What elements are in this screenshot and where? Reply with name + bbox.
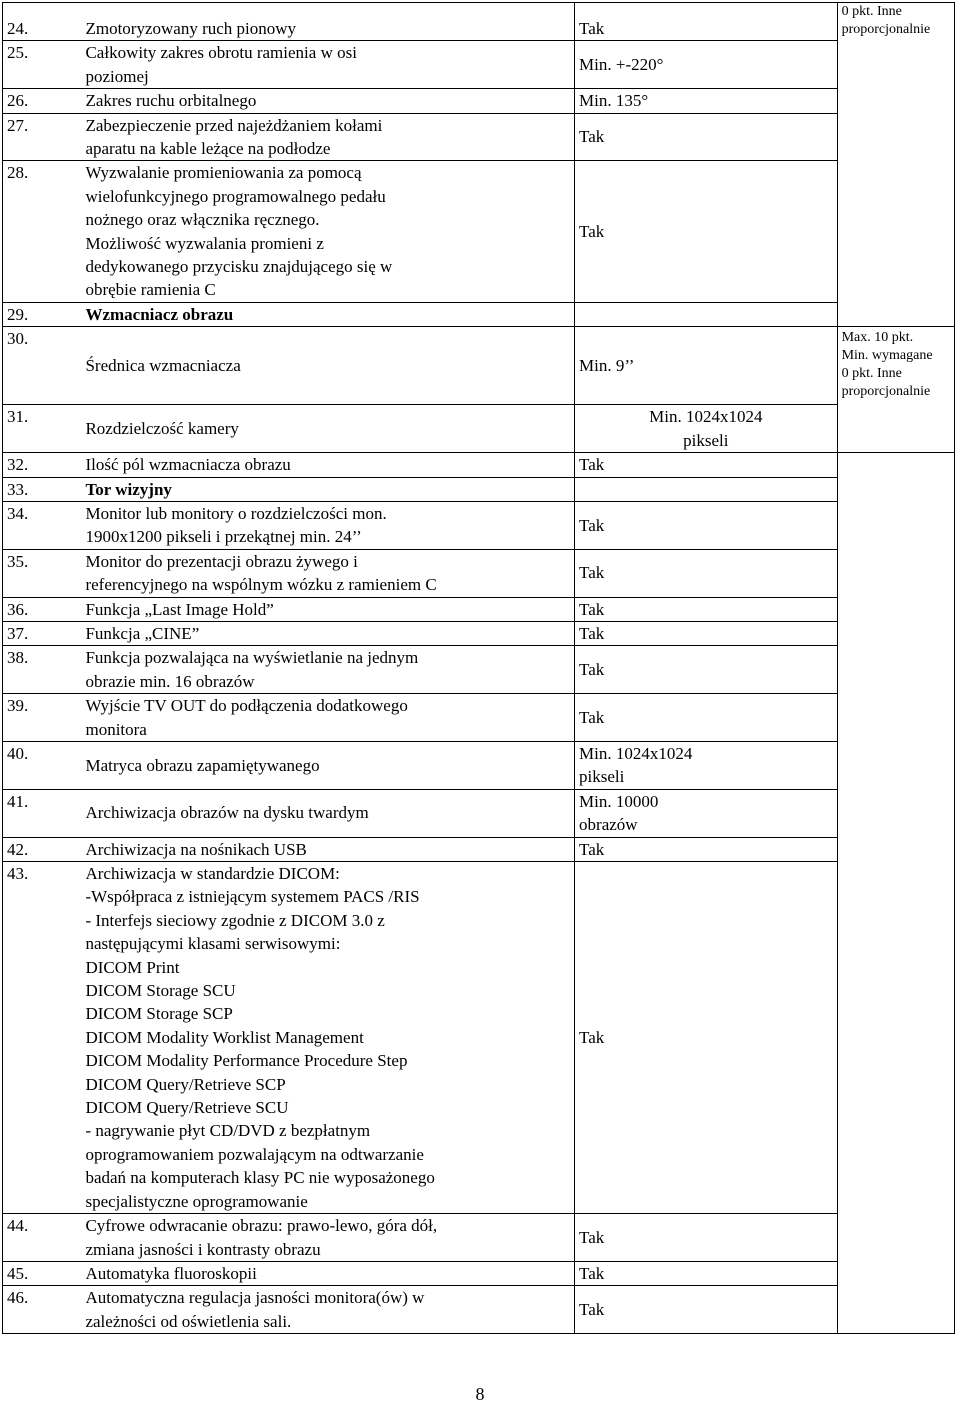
table-row: [3, 1214, 955, 1262]
row-requirement: Tak: [575, 501, 838, 549]
table-row: [3, 3, 955, 41]
row-description: [81, 1214, 574, 1262]
row-description: Średnica wzmacniacza: [81, 327, 574, 405]
row-description: Zmotoryzowany ruch pionowy: [81, 3, 574, 41]
row-description-text: Monitor do prezentacji obrazu żywego i referencyjnego na wspólnym wózku z ramieniem C: [85, 551, 437, 595]
row-description: [81, 1286, 574, 1334]
row-description: Rozdzielczość kamery: [81, 405, 574, 453]
row-requirement: [575, 477, 838, 501]
table-row: [3, 453, 955, 477]
row-requirement: Tak: [575, 113, 838, 161]
table-row: [3, 302, 955, 326]
row-number: 28.: [3, 161, 82, 302]
row-requirement-text: Min. 135: [579, 91, 642, 111]
row-requirement: [575, 405, 838, 453]
row-number: 29.: [3, 302, 82, 326]
row-description: Zakres ruchu orbitalnego: [81, 89, 574, 113]
row-description: [81, 862, 574, 1214]
table-row: [3, 597, 955, 621]
row-requirement: Tak: [575, 1286, 838, 1334]
row-description-text: Zabezpieczenie przed najeżdżaniem kołami aparatu na kable leżące na podłodze: [85, 115, 383, 159]
section-heading: Tor wizyjny: [81, 477, 574, 501]
row-description: [81, 694, 574, 742]
row-requirement: Tak: [575, 621, 838, 645]
table-row: [3, 789, 955, 837]
row-requirement: [575, 789, 838, 837]
row-description: [81, 501, 574, 549]
scoring-text: Max. 10 pkt. Min. wymagane 0 pkt. Inne proporcjonalnie: [841, 330, 933, 400]
row-number: 31.: [3, 405, 82, 453]
scoring-note-top: [837, 3, 954, 327]
table-row: [3, 41, 955, 89]
table-row: [3, 694, 955, 742]
row-description-text: Wyzwalanie promieniowania za pomocą wielofunkcyjnego programowalnego pedału nożnego oraz włącznika ręcznego. Możliwość wyzwalania promieni z dedykowanego przycisku znajdującego się w obrębie ramienia C: [85, 163, 393, 300]
scoring-empty: [837, 453, 954, 1334]
row-description: Automatyka fluoroskopii: [81, 1261, 574, 1285]
row-description: [81, 549, 574, 597]
row-requirement: [575, 741, 838, 789]
row-number: 26.: [3, 89, 82, 113]
row-description: Matryca obrazu zapamiętywanego: [81, 741, 574, 789]
row-number: 34.: [3, 501, 82, 549]
row-requirement-text: Min. 1024x1024 pikseli: [649, 407, 763, 450]
row-number: 38.: [3, 646, 82, 694]
row-requirement: Tak: [575, 837, 838, 861]
row-description: [81, 161, 574, 302]
row-number: 25.: [3, 41, 82, 89]
scoring-note-mid: [837, 327, 954, 453]
table-row: [3, 862, 955, 1214]
row-number: 30.: [3, 327, 82, 405]
table-row: [3, 405, 955, 453]
row-description-text: Cyfrowe odwracanie obrazu: prawo-lewo, góra dół, zmiana jasności i kontrasty obrazu: [85, 1216, 438, 1259]
table-row: [3, 327, 955, 405]
row-requirement: Tak: [575, 3, 838, 41]
row-requirement-text: Min. +-220: [579, 55, 657, 75]
row-number: 39.: [3, 694, 82, 742]
row-requirement: [575, 302, 838, 326]
row-description-text: Archiwizacja w standardzie DICOM: -Współpraca z istniejącym systemem PACS /RIS - Interfejs sieciowy zgodnie z DICOM 3.0 z następującymi klasami serwisowymi: DICOM Print DICOM Storage SCU DICOM Storage SCP DICOM Modality Worklist Management DICOM Modality Performance Procedure Step DICOM Query/Retrieve SCP DICOM Query/Retrieve SCU - nagrywanie płyt CD/DVD z bezpłatnym oprogramowaniem pozwalającym na odtwarzanie badań na komputerach klasy PC nie wyposażonego specjalistyczne oprogramowanie: [85, 864, 435, 1211]
row-description-text: Automatyczna regulacja jasności monitora(ów) w zależności od oświetlenia sali.: [85, 1288, 425, 1331]
row-number: 37.: [3, 621, 82, 645]
table-row: [3, 621, 955, 645]
row-number: 24.: [3, 3, 82, 41]
row-description: [81, 41, 574, 89]
row-number: 32.: [3, 453, 82, 477]
row-description: Ilość pól wzmacniacza obrazu: [81, 453, 574, 477]
row-requirement: Tak: [575, 646, 838, 694]
row-requirement: Tak: [575, 1261, 838, 1285]
row-description: [81, 646, 574, 694]
table-row: [3, 1286, 955, 1334]
table-row: [3, 837, 955, 861]
row-requirement: Tak: [575, 161, 838, 302]
row-number: 43.: [3, 862, 82, 1214]
row-description: Funkcja „CINE”: [81, 621, 574, 645]
row-requirement: Tak: [575, 1214, 838, 1262]
table-row: [3, 646, 955, 694]
table-row: [3, 741, 955, 789]
row-description: [81, 113, 574, 161]
row-requirement: Tak: [575, 549, 838, 597]
row-requirement: Tak: [575, 453, 838, 477]
row-description-text: Funkcja pozwalająca na wyświetlanie na jednym obrazie min. 16 obrazów: [85, 648, 419, 691]
row-description: Funkcja „Last Image Hold”: [81, 597, 574, 621]
row-requirement: [575, 41, 838, 89]
row-number: 33.: [3, 477, 82, 501]
row-number: 42.: [3, 837, 82, 861]
row-description: Archiwizacja na nośnikach USB: [81, 837, 574, 861]
row-requirement: Min. 9’’: [575, 327, 838, 405]
row-requirement: Tak: [575, 597, 838, 621]
row-number: 46.: [3, 1286, 82, 1334]
row-number: 27.: [3, 113, 82, 161]
table-row: [3, 161, 955, 302]
table-row: [3, 1261, 955, 1285]
row-requirement-text: Min. 10000 obrazów: [579, 791, 659, 835]
table-row: [3, 501, 955, 549]
row-requirement: Tak: [575, 694, 838, 742]
degree-symbol: °: [656, 55, 664, 75]
degree-symbol: °: [641, 91, 649, 111]
row-description-text: Całkowity zakres obrotu ramienia w osi poziomej: [85, 43, 357, 86]
row-requirement: [575, 89, 838, 113]
row-requirement: Tak: [575, 862, 838, 1214]
spec-table: [2, 2, 955, 1334]
table-row: [3, 113, 955, 161]
row-requirement-text: Min. 1024x1024 pikseli: [579, 743, 693, 787]
row-description-text: Monitor lub monitory o rozdzielczości mon. 1900x1200 pikseli i przekątnej min. 24’’: [85, 503, 387, 547]
page-number: 8: [475, 1384, 485, 1404]
row-number: 44.: [3, 1214, 82, 1262]
table-row: [3, 477, 955, 501]
row-number: 36.: [3, 597, 82, 621]
row-number: 45.: [3, 1261, 82, 1285]
row-description: Archiwizacja obrazów na dysku twardym: [81, 789, 574, 837]
row-description-text: Wyjście TV OUT do podłączenia dodatkowego monitora: [85, 696, 408, 739]
table-row: [3, 549, 955, 597]
scoring-text: 0 pkt. Inne proporcjonalnie: [841, 4, 931, 37]
section-heading: Wzmacniacz obrazu: [81, 302, 574, 326]
table-row: [3, 89, 955, 113]
row-number: 35.: [3, 549, 82, 597]
row-number: 40.: [3, 741, 82, 789]
row-number: 41.: [3, 789, 82, 837]
